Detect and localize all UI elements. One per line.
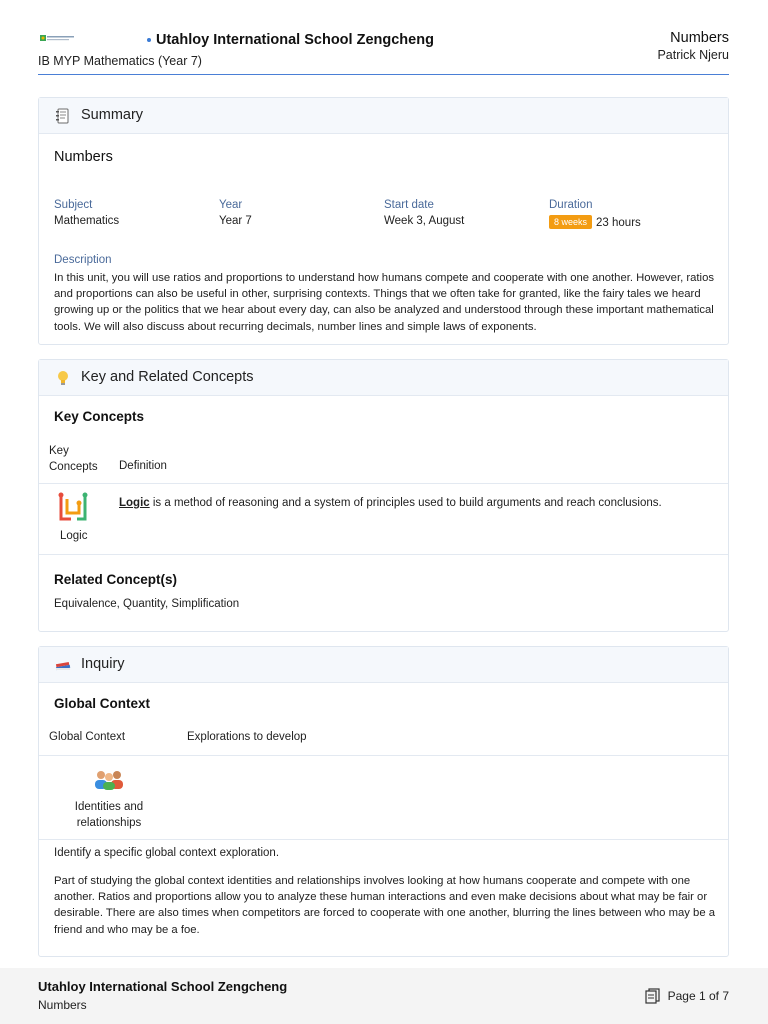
explorations-column-header: Explorations to develop	[187, 731, 307, 743]
duration-hours: 23 hours	[596, 217, 641, 229]
inquiry-card	[38, 646, 729, 957]
context-line1: Identities and	[74, 801, 144, 813]
subject-value: Mathematics	[54, 215, 120, 227]
page-number: Page 1 of 7	[667, 989, 729, 1003]
duration-weeks-badge: 8 weeks	[549, 215, 592, 229]
subject-label: Subject	[54, 199, 93, 211]
exploration-prompt: Identify a specific global context exploration.	[54, 847, 280, 859]
context-line2: relationships	[76, 817, 142, 829]
people-icon	[93, 768, 125, 790]
global-context-column-header: Global Context	[49, 731, 126, 743]
concepts-card	[38, 359, 729, 632]
concepts-table-divider	[39, 483, 728, 484]
page-footer	[0, 968, 768, 1024]
unit-title: Numbers	[670, 30, 729, 46]
summary-card	[38, 97, 729, 345]
logic-definition-text: is a method of reasoning and a system of principles used to build arguments and reach conclusions.	[149, 497, 662, 509]
concepts-row-divider	[39, 554, 728, 555]
concepts-header	[39, 360, 728, 396]
related-concepts-heading: Related Concept(s)	[54, 572, 178, 587]
inquiry-title: Inquiry	[81, 656, 125, 672]
start-date-value: Week 3, August	[384, 215, 465, 227]
inquiry-header	[39, 647, 728, 683]
start-date-label: Start date	[384, 199, 434, 211]
program-name: IB MYP Mathematics (Year 7)	[38, 54, 202, 68]
inquiry-row-divider	[39, 839, 728, 840]
year-label: Year	[219, 199, 243, 211]
key-concepts-heading: Key Concepts	[54, 409, 145, 424]
summary-title: Summary	[81, 107, 144, 123]
school-logo-icon	[40, 33, 74, 43]
page-header	[38, 28, 729, 75]
books-icon	[55, 657, 71, 673]
summary-header	[39, 98, 728, 134]
unit-name: Numbers	[54, 149, 113, 165]
definition-column-header: Definition	[119, 460, 167, 472]
logic-definition	[119, 497, 662, 509]
description-text: In this unit, you will use ratios and proportions to understand how humans compete and cooperate with one another. However, ratios and proportions can also be useful in other, surprising contexts. Things that we often take for granted, like the fairy tales we heard growing up or the politics that we hear about every day, can also be analyzed and understood through these important mathematical tools. We will also discuss about recurring decimals, number lines and simple laws of exponents.	[54, 272, 715, 333]
lightbulb-icon	[55, 370, 71, 386]
school-name: Utahloy International School Zengcheng	[156, 32, 434, 48]
key-concepts-column-header	[49, 443, 98, 475]
key-column-line2: Concepts	[49, 461, 98, 473]
key-column-line1: Key	[49, 445, 69, 457]
school-bullet-icon	[147, 38, 151, 42]
logic-icon	[57, 491, 91, 525]
description-label: Description	[54, 254, 112, 266]
pages-icon	[645, 988, 661, 1004]
year-value: Year 7	[219, 215, 252, 227]
author-name: Patrick Njeru	[657, 48, 729, 62]
notebook-icon	[55, 108, 71, 124]
logic-term: Logic	[119, 497, 150, 509]
duration-label: Duration	[549, 199, 593, 211]
duration-value	[549, 215, 641, 229]
footer-unit-name: Numbers	[38, 998, 87, 1012]
concepts-title: Key and Related Concepts	[81, 369, 254, 385]
footer-school-name: Utahloy International School Zengcheng	[38, 979, 288, 994]
logic-concept-name: Logic	[60, 530, 88, 542]
inquiry-table-divider	[39, 755, 728, 756]
exploration-text: Part of studying the global context identities and relationships involves looking at how humans cooperate and compete with one another. Ratios and proportions allow you to analyze these human interactions and even make decisions about what may be fair or desirable. There are also times when competitors are forced to cooperate with one another, blurring the lines between who may be a friend and who may be a foe.	[54, 875, 716, 936]
global-context-heading: Global Context	[54, 696, 151, 711]
related-concepts-value: Equivalence, Quantity, Simplification	[54, 598, 240, 610]
global-context-name	[59, 799, 159, 831]
